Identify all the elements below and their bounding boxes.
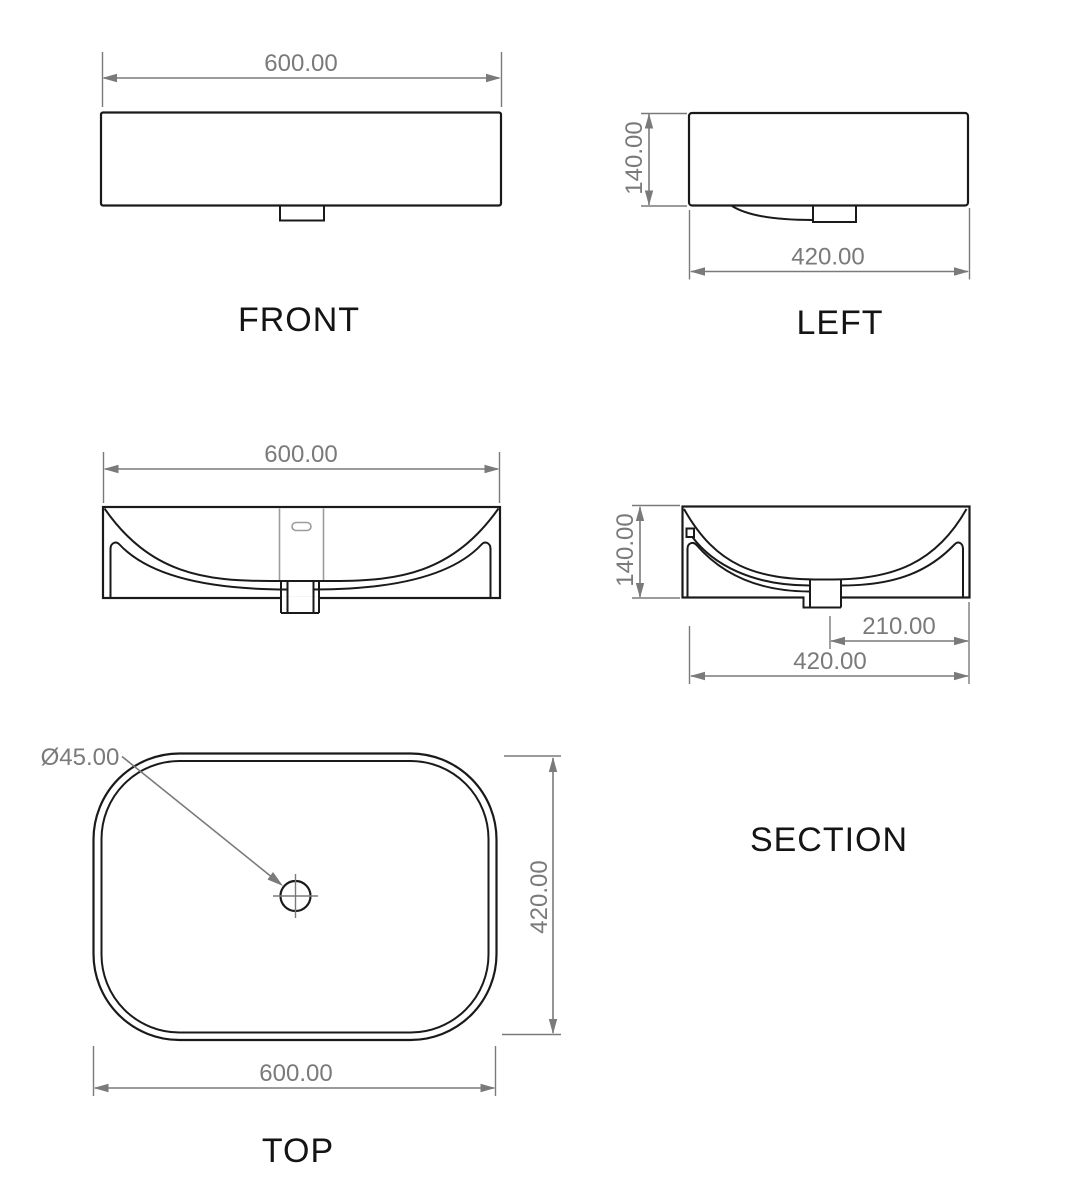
left-view-underside-curve	[732, 206, 812, 220]
section-view-label: SECTION	[749, 821, 909, 859]
left-height-value: 140.00	[621, 121, 648, 195]
front-view	[101, 50, 502, 339]
top-view	[41, 744, 561, 1170]
basin-inner-surface-curve	[105, 509, 499, 582]
left-view-label: LEFT	[796, 304, 884, 342]
drain-diameter-value: Ø45.00	[40, 744, 120, 771]
top-depth-value: 420.00	[526, 860, 553, 934]
front-section-width-value: 600.00	[264, 441, 338, 468]
front-view-drain-stub	[280, 206, 324, 221]
arrowhead-left	[102, 74, 117, 82]
front-width-dimension	[102, 50, 502, 107]
arrowhead-right	[485, 465, 500, 473]
inner-shell-curve-left	[111, 543, 288, 590]
inner-shell-curve-right	[314, 543, 491, 590]
arrowhead-left	[690, 267, 705, 275]
arrowhead-left	[830, 637, 845, 645]
overflow-outlet	[687, 529, 695, 538]
section-height-value: 140.00	[612, 513, 639, 587]
top-depth-dimension	[502, 756, 561, 1035]
overflow-slot	[292, 523, 311, 531]
left-view-body-outline	[689, 113, 968, 206]
section-body-outline	[683, 507, 970, 598]
arrowhead-left	[94, 1084, 109, 1092]
section-view	[612, 506, 970, 860]
front-section-view	[103, 441, 500, 613]
arrowhead-right	[481, 1084, 496, 1092]
section-drain	[804, 580, 842, 608]
front-view-body-outline	[101, 113, 501, 206]
arrowhead-left	[690, 672, 705, 680]
left-depth-value: 420.00	[791, 243, 865, 271]
leader-line	[122, 757, 271, 877]
top-view-drain-hole	[273, 874, 318, 918]
front-view-label: FRONT	[237, 301, 361, 339]
arrowhead-up	[549, 757, 557, 772]
section-height-dimension	[612, 506, 680, 599]
section-drain-offset-value: 210.00	[862, 613, 936, 640]
arrowhead-right	[486, 74, 501, 82]
arrowhead-down	[549, 1019, 557, 1034]
top-width-value: 600.00	[259, 1060, 333, 1087]
front-width-value: 600.00	[264, 50, 338, 77]
left-height-dimension	[621, 114, 687, 207]
left-view-drain-stub	[813, 206, 856, 223]
leader-arrowhead	[268, 872, 284, 886]
arrowhead-left	[104, 465, 119, 473]
left-depth-dimension	[690, 208, 970, 280]
top-view-label: TOP	[261, 1132, 335, 1170]
front-section-body-outline	[103, 507, 500, 598]
arrowhead-right	[954, 672, 969, 680]
front-section-width-dimension	[104, 441, 500, 503]
arrowhead-right	[954, 267, 969, 275]
top-width-dimension	[94, 1046, 496, 1096]
section-depth-value: 420.00	[793, 648, 867, 675]
left-view	[621, 113, 970, 342]
drain-diameter-leader	[41, 744, 283, 886]
arrowhead-right	[954, 637, 969, 645]
